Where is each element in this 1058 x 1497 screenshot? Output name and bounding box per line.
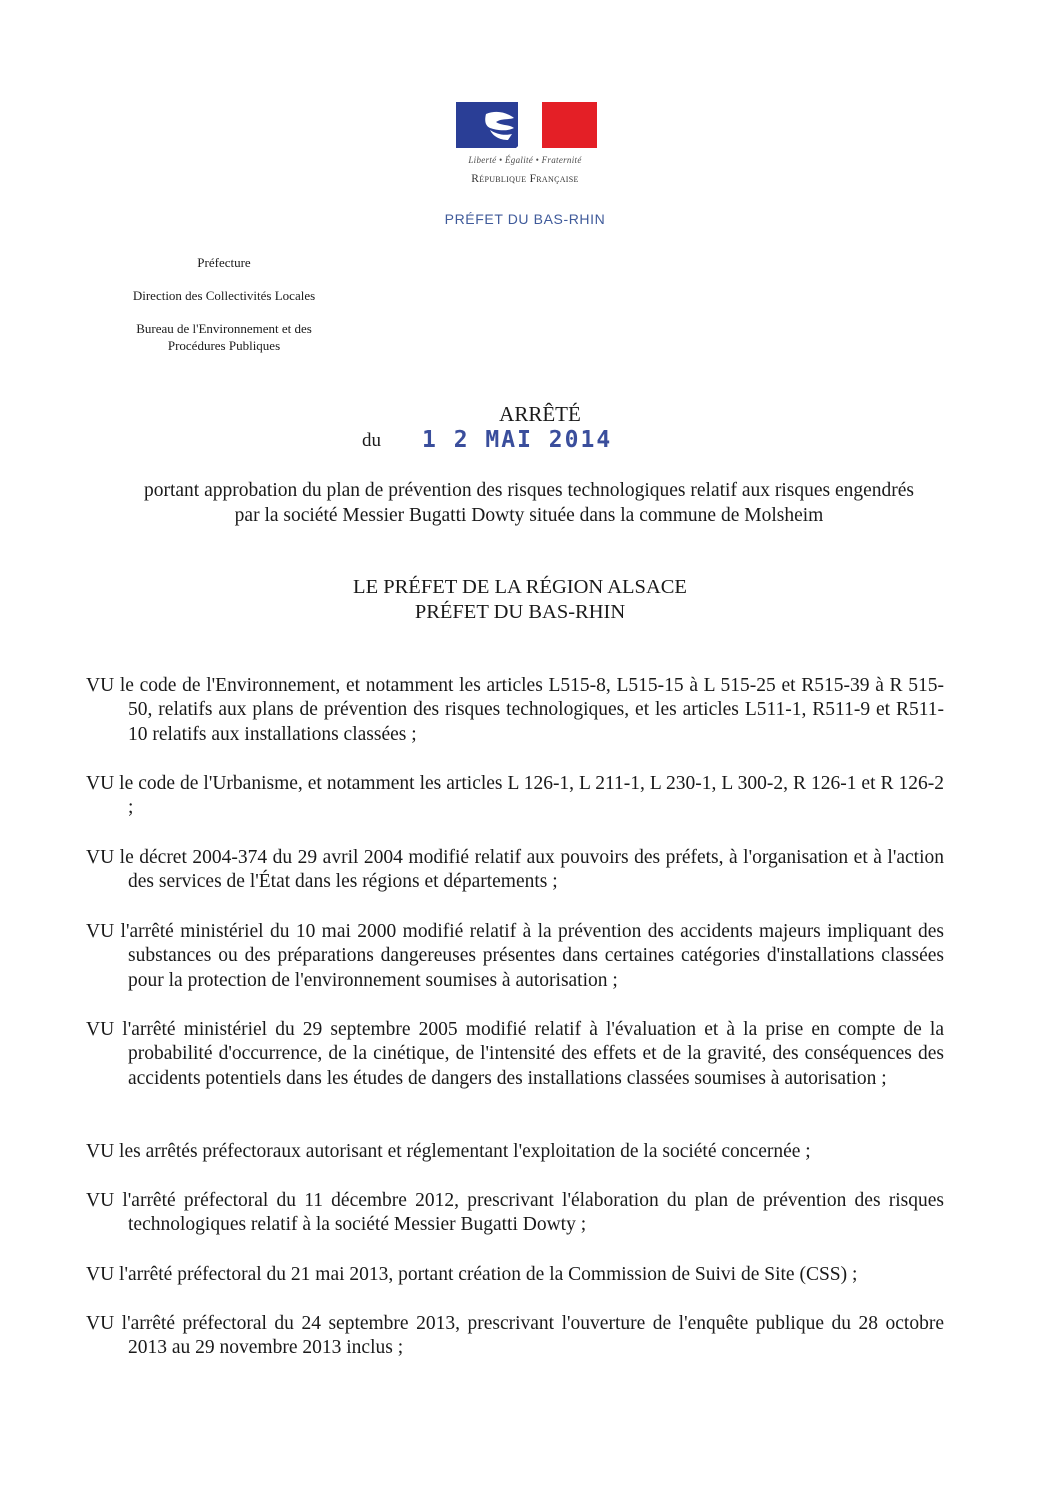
consideration-paragraph [86, 674, 944, 747]
consideration-text: VU les arrêtés préfectoraux autorisant et réglementant l'exploitation de la société concernée ; [86, 1141, 811, 1162]
consideration-text: VU le code de l'Environnement, et notamment les articles L515-8, L515-15 à L 515-25 et R515-39 à R 515-50, relatifs aux plans de prévention des risques technologiques, et les articles L511-1, R511-9 et R511-10 relatifs aux installations classées ; [86, 675, 944, 745]
document-title: ARRÊTÉ [499, 402, 581, 426]
consideration-text: VU le décret 2004-374 du 29 avril 2004 modifié relatif aux pouvoirs des préfets, à l'organisation et à l'action des services de l'État dans les régions et départements ; [86, 847, 944, 893]
date-stamp: 1 2 MAI 2014 [422, 427, 613, 453]
consideration-paragraph [86, 1189, 944, 1238]
prefect-header: PRÉFET DU BAS-RHIN [444, 211, 606, 227]
consideration-text: VU l'arrêté ministériel du 10 mai 2000 modifié relatif à la prévention des accidents majeurs impliquant des substances ou des préparations dangereuses présentes dans certaines catégories d'installations classées pour la protection de l'environnement soumises à autorisation ; [86, 921, 944, 991]
authority-line-2: PRÉFET DU BAS-RHIN [414, 601, 626, 623]
consideration-paragraph [86, 772, 944, 821]
consideration-text: VU l'arrêté préfectoral du 24 septembre 2013, prescrivant l'ouverture de l'enquête publique du 28 octobre 2013 au 29 novembre 2013 inclus ; [86, 1313, 944, 1359]
service-direction: Direction des Collectivités Locales [132, 288, 316, 303]
consideration-paragraph [86, 1312, 944, 1361]
service-bureau [104, 320, 344, 354]
republic-motto: Liberté • Égalité • Fraternité [468, 155, 582, 165]
authority-line-1: LE PRÉFET DE LA RÉGION ALSACE [353, 576, 687, 598]
service-bureau-line2: Procédures Publiques [167, 338, 281, 353]
issuing-authority [270, 575, 770, 625]
consideration-text: VU l'arrêté préfectoral du 11 décembre 2012, prescrivant l'élaboration du plan de prévention des risques technologiques relatif à la société Messier Bugatti Dowty ; [86, 1190, 944, 1236]
consideration-paragraph [86, 846, 944, 895]
subject-line-2: par la société Messier Bugatti Dowty située dans la commune de Molsheim [234, 505, 824, 526]
service-prefecture: Préfecture [197, 255, 251, 270]
republic-name: République Française [471, 173, 579, 185]
consideration-text: VU le code de l'Urbanisme, et notamment les articles L 126-1, L 211-1, L 230-1, L 300-2, R 126-1 et R 126-2 ; [86, 773, 944, 819]
consideration-paragraph [86, 920, 944, 993]
consideration-text: VU l'arrêté ministériel du 29 septembre 2005 modifié relatif à l'évaluation et à la prise en compte de la probabilité d'occurrence, de la cinétique, de l'intensité des effets et de la gravité, des conséquences des accidents potentiels dans les études de dangers des installations classées soumises à autorisation ; [86, 1019, 944, 1089]
consideration-text: VU l'arrêté préfectoral du 21 mai 2013, portant création de la Commission de Suivi de Site (CSS) ; [86, 1264, 858, 1285]
subject-line-1: portant approbation du plan de prévention des risques technologiques relatif aux risques engendrés [143, 480, 915, 501]
date-prefix: du [362, 430, 381, 451]
document-subject [90, 478, 968, 528]
service-bureau-line1: Bureau de l'Environnement et des [136, 321, 312, 336]
consideration-paragraph [86, 1018, 944, 1091]
consideration-paragraph [86, 1263, 944, 1287]
marianne-logo-icon [456, 100, 597, 150]
consideration-paragraph [86, 1140, 944, 1164]
